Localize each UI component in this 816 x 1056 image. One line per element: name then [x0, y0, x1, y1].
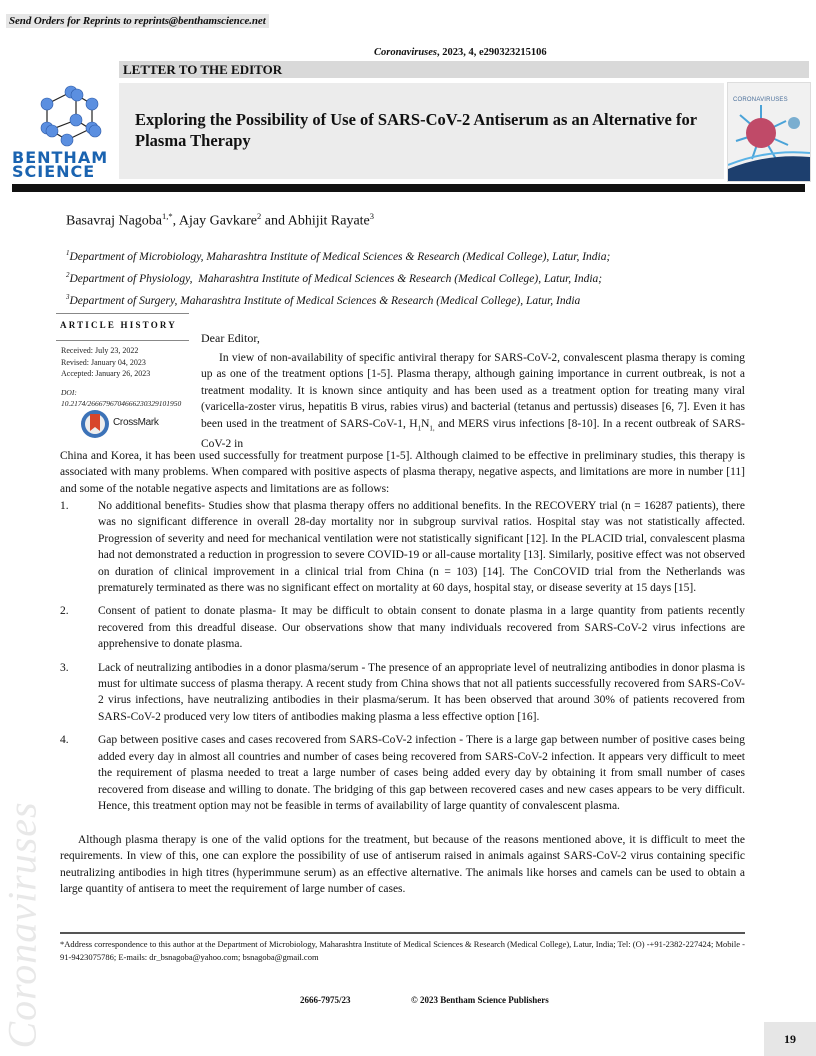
author-name: Ajay Gavkare — [178, 213, 258, 229]
header-divider — [12, 184, 805, 192]
list-text: Lack of neutralizing antibodies in a donor plasma/serum - The presence of an appropriate level of neutralizing antibodies in donor plasma is must for ultimate success of plasma therapy. A recent study from China shows that not all patients successfully recovered from SARS-CoV-2 virus infections, have neutralizing antibodies in their plasma/serum. It has been observed that around 30% of patients recovered from SARS-CoV-2 produced very low titers of antibodies making plasma a less effective option [16]. — [98, 661, 745, 723]
citation-details: , 2023, 4, e290323215106 — [437, 47, 547, 58]
author-name: Abhijit Rayate — [287, 213, 370, 229]
sidebar-rule — [56, 313, 189, 314]
intro-text: and MERS virus infections [8-10]. In a recent outbreak of SARS-CoV-2 in — [201, 417, 745, 451]
author-separator: and — [261, 213, 288, 229]
author-separator: , — [172, 213, 179, 229]
author-list — [66, 211, 374, 230]
molecule-cube-icon — [20, 80, 125, 150]
salutation: Dear Editor, — [201, 331, 260, 345]
intro-text: In view of non-availability of specific antiviral therapy for SARS-CoV-2, convalescent plasma therapy is coming up as one of the treatment options [1-5]. Plasma therapy, although gaining importance in current outbreak, is not a treatment modality. It is known since antiquity and has been used as a treatment option for treating many viral (varicella-zoster virus, hepatitis B virus, rabies virus) and bacterial (tetanus and pertussis) diseases [6, 7]. Even it has been used in the treatment of SARS-CoV-1, H — [201, 352, 745, 430]
affiliation — [66, 266, 610, 288]
logo-text-line1: BENTHAM — [12, 148, 109, 167]
correspondence-footnote: *Address correspondence to this author at the Department of Microbiology, Maharashtra Institute of Medical Sciences & Research (Medical College), Latur, India; Tel: (O) -+91-2382-227424; Mobile - 91-9423075786; E-mails: dr_bsnagoba@yahoo.com; bsnagoba@gmail.com — [60, 939, 745, 962]
bentham-science-logo — [10, 80, 115, 180]
affiliations — [66, 244, 610, 309]
article-type-bar: LETTER TO THE EDITOR — [119, 61, 809, 78]
doi-block — [61, 387, 181, 409]
author-name: Basavraj Nagoba — [66, 213, 163, 229]
affiliation-text: Department of Microbiology, Maharashtra Institute of Medical Sciences & Research (Medical College), Latur, India; — [69, 250, 611, 263]
list-number: 4. — [60, 734, 69, 747]
intro-paragraph — [201, 350, 745, 453]
virus-cover-image — [728, 83, 810, 181]
list-item — [60, 603, 745, 652]
affiliation-num: 2 — [66, 270, 70, 279]
affiliation-text: Department of Surgery, Maharashtra Institute of Medical Sciences & Research (Medical College), Latur, India — [69, 294, 581, 307]
list-item — [60, 498, 745, 596]
affiliation-text: Department of Physiology, Maharashtra Institute of Medical Sciences & Research (Medical College), Latur, India; — [69, 272, 603, 285]
list-item — [60, 660, 745, 726]
conclusion-paragraph: Although plasma therapy is one of the valid options for the treatment, but because of the reasons mentioned above, it is difficult to meet the requirements. In view of this, one can explore the possibility of use of antiserum raised in animals against SARS-CoV-2 virus containing specific neutralizing antibodies in high titres (hyperimmune serum) as an effective alternative. The animals like horses and camels can be used to obtain a large quantity of antisera to meet the requirement of large number of cases. — [60, 834, 745, 896]
crossmark-icon — [80, 409, 110, 439]
cover-label: CORONAVIRUSES — [733, 97, 788, 103]
list-number: 1. — [60, 500, 69, 512]
list-text: Gap between positive cases and cases recovered from SARS-CoV-2 infection - There is a large gap between number of positive cases being added every day in almost all countries and number of cases being recovered from SARS-CoV-2 infection. It appears very difficult to meet the requirement of plasma needed to treat a large number of cases being added every day by obtaining it from small number of cases recovered from disease and willing to donate. The bridging of this gap between recovered cases and new cases appears to be very difficult. Hence, this treatment option may not be feasible in terms of availability of large quantity of convalescent plasma. — [98, 734, 745, 812]
author-sup: 2 — [257, 211, 262, 221]
received-date: Received: July 23, 2022 — [61, 346, 139, 355]
footnote-rule — [60, 932, 745, 934]
page-number: 19 — [764, 1022, 816, 1056]
author-sup: 3 — [369, 211, 375, 221]
affiliation — [66, 244, 610, 266]
article-history-heading: ARTICLE HISTORY — [60, 320, 177, 330]
doi-link[interactable]: 10.2174/26667967046662303291019​50 — [61, 399, 182, 408]
list-number: 2. — [60, 605, 69, 618]
reprint-notice: Send Orders for Reprints to reprints@benthamscience.net — [6, 14, 269, 28]
article-title: Exploring the Possibility of Use of SARS-CoV-2 Antiserum as an Alternative for Plasma Therapy — [135, 110, 697, 150]
copyright: © 2023 Bentham Science Publishers — [411, 995, 549, 1005]
list-text: Consent of patient to donate plasma- It may be difficult to obtain consent to donate plasma in a large quantity from patients recently recovered from this dreadful disease. Our observations show that many individuals recovered from SARS-CoV-2 virus infections are apprehensive to donate plasma. — [98, 605, 745, 651]
intro-paragraph-continued: China and Korea, it has been used successfully for treatment purpose [1-5]. Although claimed to be effective in preliminary studies, this therapy is associated with many problems. When compared with positive aspects of plasma therapy, negative aspects, and limitations are more in number [11] and some of the notable negative aspects and limitations are as follows: — [60, 450, 745, 495]
side-watermark: Coronaviruses — [0, 801, 45, 1049]
limitations-list — [60, 498, 745, 821]
list-item — [60, 732, 745, 814]
sidebar-rule — [56, 340, 189, 341]
issn: 2666-7975/23 — [300, 995, 351, 1005]
intro-text: N — [421, 417, 430, 430]
revised-date: Revised: January 04, 2023 — [61, 357, 146, 367]
subscript: 1, — [429, 423, 435, 432]
list-text: No additional benefits- Studies show that plasma therapy offers no additional benefits. In the RECOVERY trial (n = 16287 patients), there was no significant difference in overall 28-day mortality nor in subgroup survival ratios. Hospital stay was not statistically affected. Progression of severity and need for mechanical ventilation were not statistically significant [12]. In the PLACID trial, convalescent plasma had not demonstrated a reduction in progression to severe COVID-19 or all-cause mortality [13]. Similarly, positive effect was not observed on duration of clinical improvement in a clinical trial from China (n = 103) [14]. The ConCOVID trial from the Netherlands was prematurely terminated as there was no significant effect on mortality at 60 days, hospital stay, or disease severity at 15 days [15]. — [98, 500, 745, 595]
list-number: 3. — [60, 661, 69, 674]
subscript: 1 — [417, 423, 422, 432]
journal-cover-image — [727, 82, 811, 182]
crossmark-badge[interactable] — [80, 409, 180, 439]
affiliation-num: 3 — [66, 292, 70, 301]
affiliation-num: 1 — [66, 249, 70, 257]
crossmark-label: CrossMark — [113, 417, 159, 428]
journal-citation — [374, 47, 547, 58]
doi-label: DOI: — [61, 388, 77, 397]
author-sup: 1,* — [162, 211, 173, 221]
accepted-date: Accepted: January 26, 2023 — [61, 369, 151, 378]
article-history-dates — [61, 345, 150, 380]
affiliation — [66, 288, 610, 310]
logo-text-line2: SCIENCE — [12, 162, 96, 181]
citation-journal: Coronaviruses — [374, 47, 438, 58]
